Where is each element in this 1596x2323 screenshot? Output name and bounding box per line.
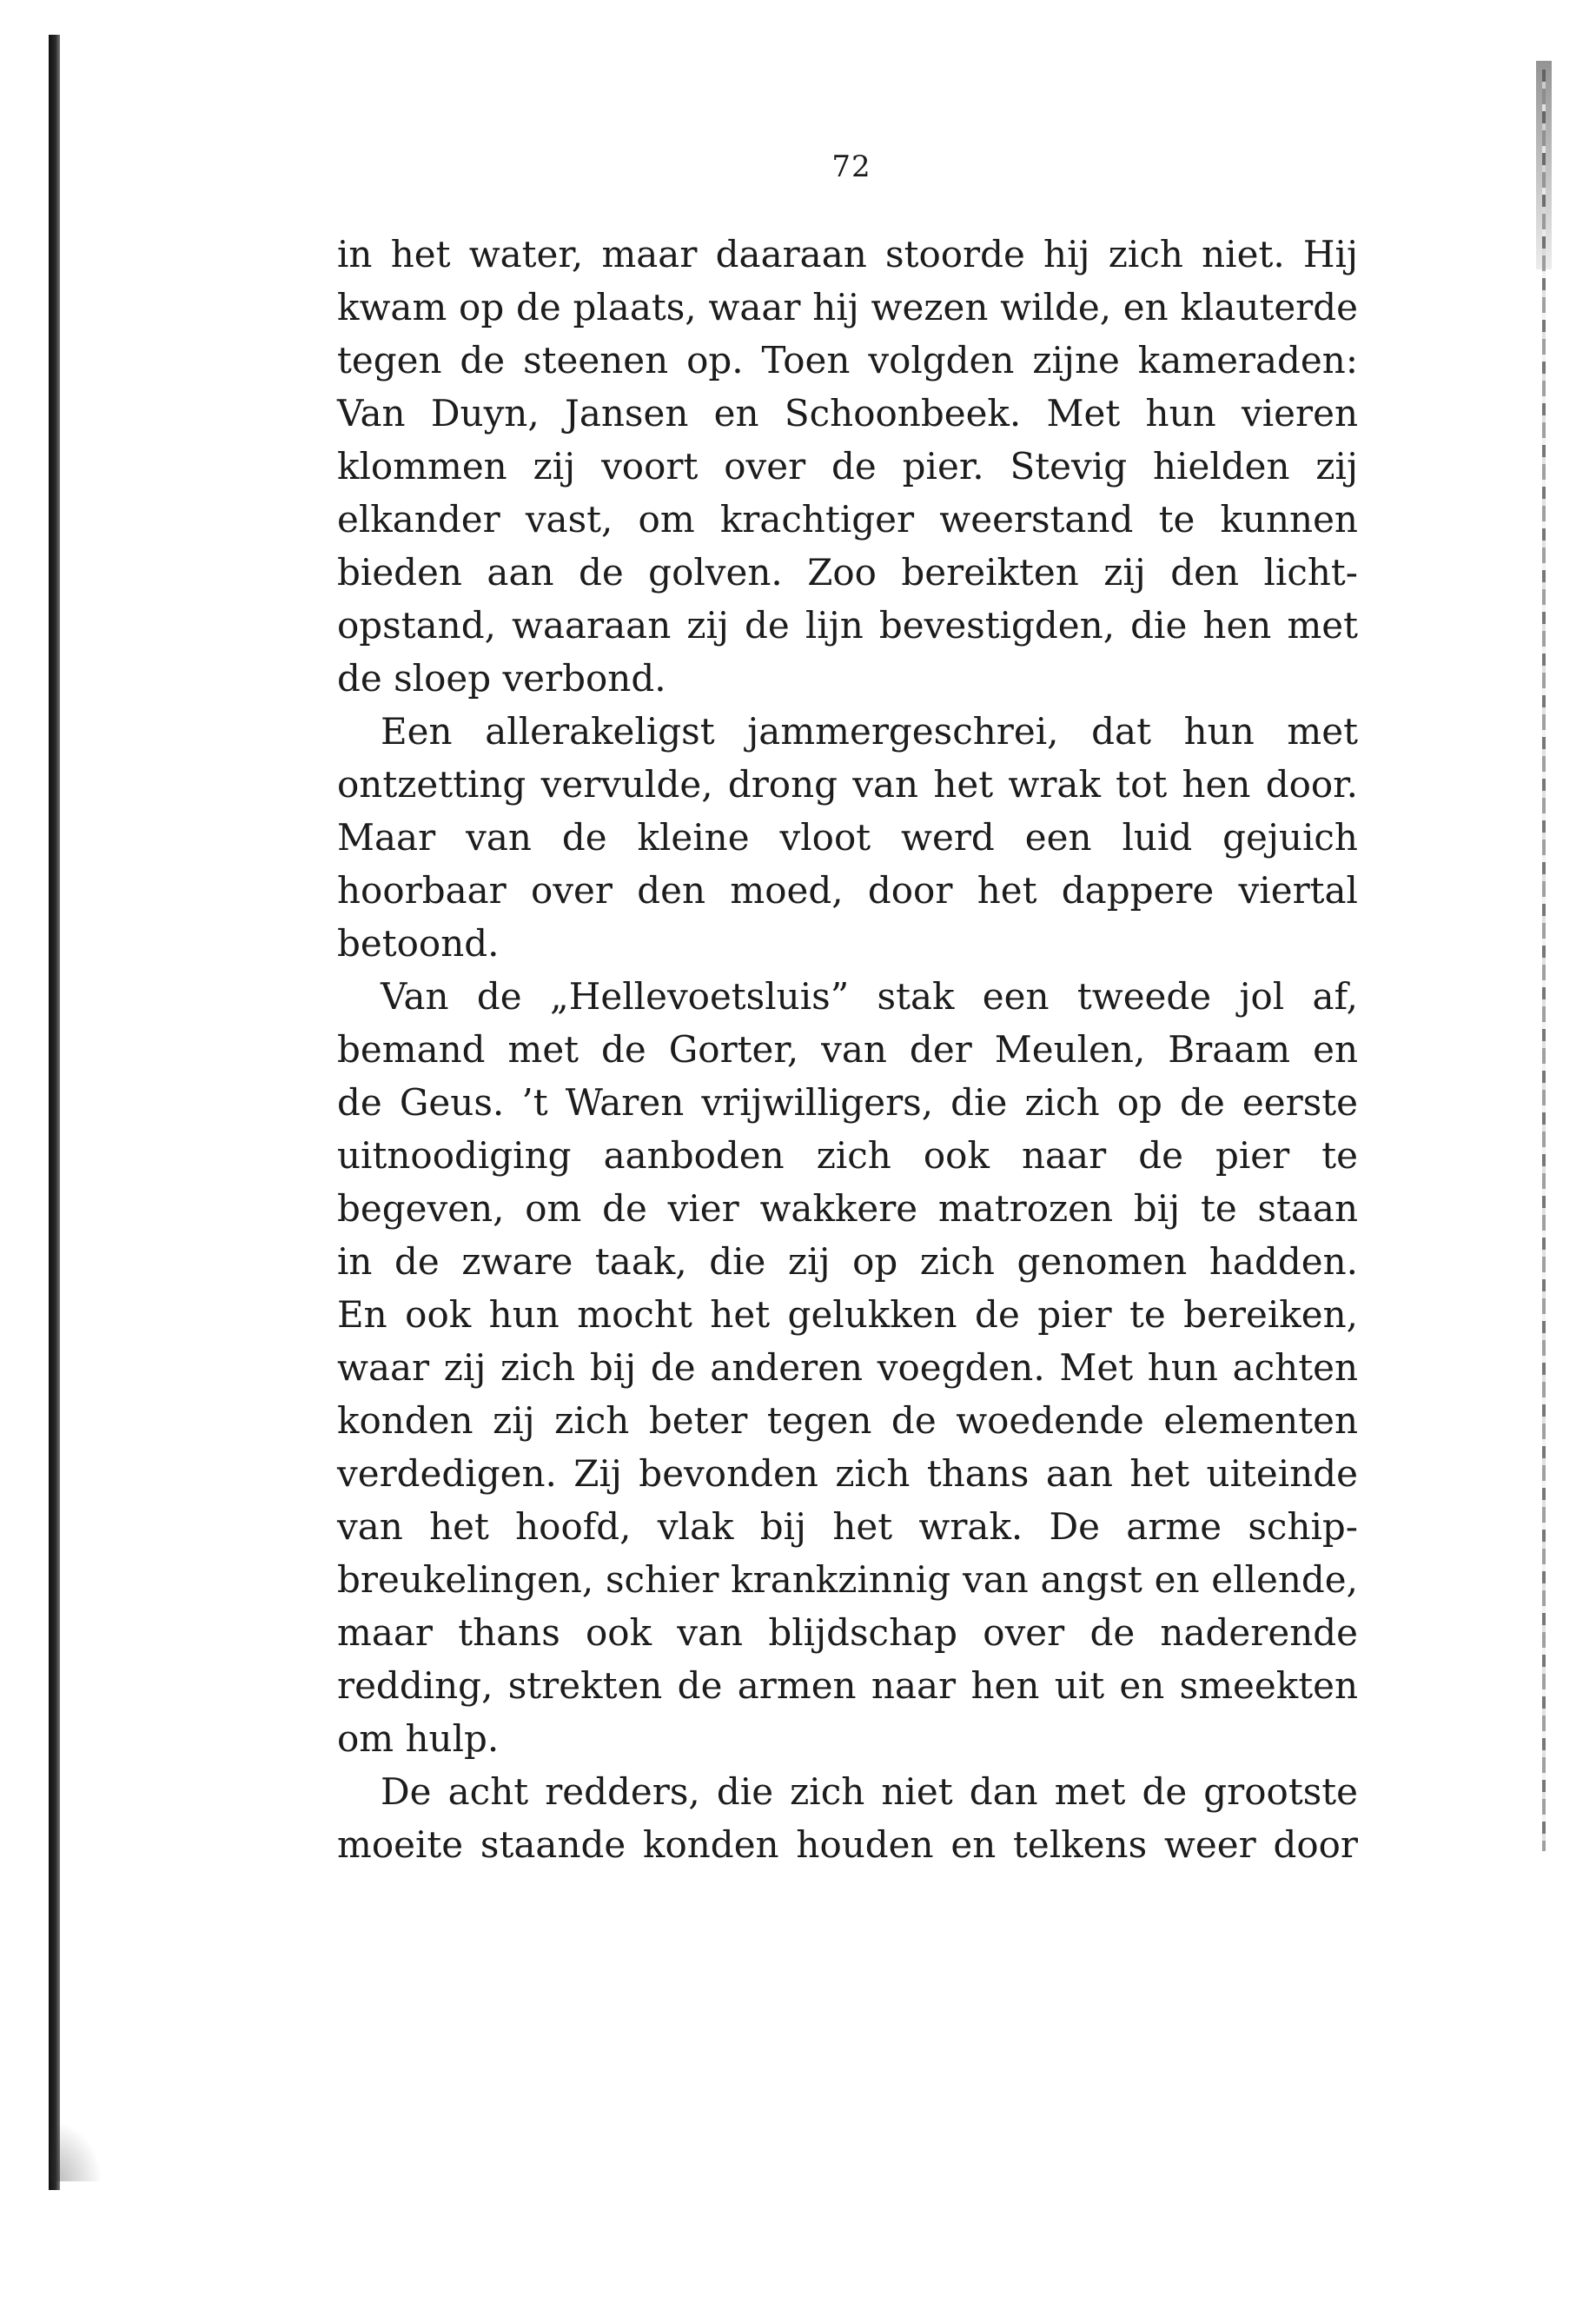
text-line: breukelingen, schier krankzinnig van angst en ellende,: [337, 1558, 1358, 1601]
text-line: de Geus. ’t Waren vrijwilligers, die zich op de eerste: [337, 1081, 1358, 1124]
scan-binding-edge-right: [1542, 70, 1546, 1851]
text-line: van het hoofd, vlak bij het wrak. De arme schip-: [337, 1505, 1358, 1548]
text-line: Van Duyn, Jansen en Schoonbeek. Met hun vieren: [337, 392, 1358, 435]
scan-shadow-left: [50, 2121, 103, 2181]
text-line: maar thans ook van blijdschap over de naderende: [337, 1611, 1358, 1654]
text-line: Maar van de kleine vloot werd een luid gejuich: [337, 816, 1358, 859]
text-line: klommen zij voort over de pier. Stevig hielden zij: [337, 445, 1358, 488]
text-line: De acht redders, die zich niet dan met de grootste: [381, 1770, 1358, 1813]
page-number: 72: [831, 149, 871, 184]
text-line: En ook hun mocht het gelukken de pier te bereiken,: [337, 1293, 1358, 1336]
text-line: bieden aan de golven. Zoo bereikten zij den licht-: [337, 551, 1358, 594]
text-line: kwam op de plaats, waar hij wezen wilde, en klauterde: [337, 286, 1358, 329]
text-line: moeite staande konden houden en telkens weer door: [337, 1823, 1358, 1866]
body-text: [337, 228, 1358, 1871]
text-line: hoorbaar over den moed, door het dappere viertal: [337, 869, 1358, 912]
text-line: Een allerakeligst jammergeschrei, dat hun met: [381, 710, 1358, 753]
text-line: in de zware taak, die zij op zich genomen hadden.: [337, 1240, 1358, 1283]
text-line: elkander vast, om krachtiger weerstand te kunnen: [337, 498, 1358, 541]
text-line: tegen de steenen op. Toen volgden zijne kameraden:: [337, 339, 1358, 382]
text-line: uitnoodiging aanboden zich ook naar de pier te: [337, 1134, 1358, 1177]
text-line: redding, strekten de armen naar hen uit en smeekten: [337, 1664, 1358, 1707]
text-line: waar zij zich bij de anderen voegden. Met hun achten: [337, 1346, 1358, 1389]
text-line: opstand, waaraan zij de lijn bevestigden, die hen met: [337, 604, 1358, 647]
text-line: konden zij zich beter tegen de woedende elementen: [337, 1399, 1358, 1442]
text-line: begeven, om de vier wakkere matrozen bij te staan: [337, 1187, 1358, 1230]
text-line: verdedigen. Zij bevonden zich thans aan het uiteinde: [337, 1452, 1358, 1495]
text-line: in het water, maar daaraan stoorde hij zich niet. Hij: [337, 233, 1358, 275]
text-line: om hulp.: [337, 1717, 500, 1760]
scan-binding-edge-left: [49, 35, 60, 2190]
text-line: bemand met de Gorter, van der Meulen, Braam en: [337, 1028, 1358, 1071]
text-line: ontzetting vervulde, drong van het wrak tot hen door.: [337, 763, 1358, 806]
text-line: Van de „Hellevoetsluis” stak een tweede jol af,: [381, 975, 1358, 1018]
text-line: de sloep verbond.: [337, 657, 666, 700]
text-line: betoond.: [337, 922, 500, 965]
